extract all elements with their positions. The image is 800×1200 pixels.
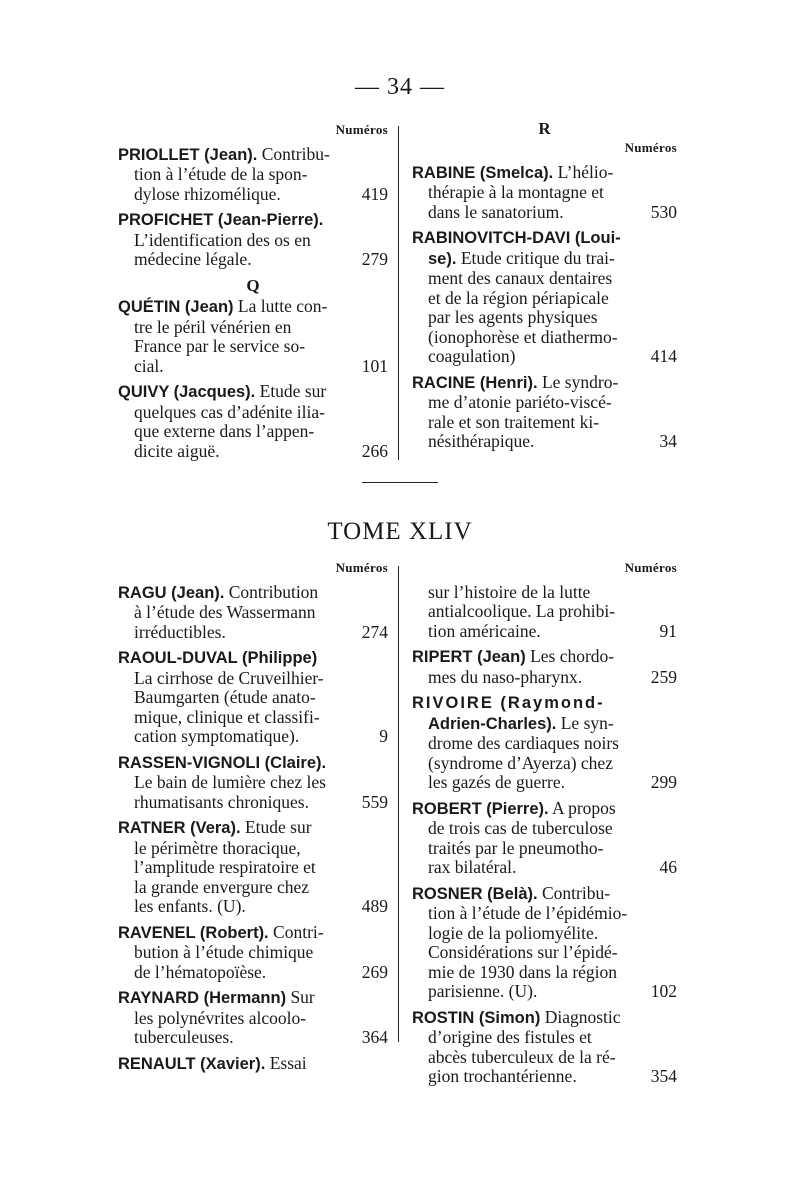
index-entry: RENAULT (Xavier). Essai <box>118 1052 307 1073</box>
entry-number: 274 <box>361 621 388 642</box>
entry-number: 279 <box>361 249 388 269</box>
letter-heading-q: Q <box>246 275 260 295</box>
entry-author: RAOUL-DUVAL (Philippe) <box>118 649 318 667</box>
index-entry: RABINOVITCH-DAVI (Loui- se). Etude critique du trai- ment des canaux dentaires et de la région périapicale par les agents physiques (ionophorèse et diathermo- coagulation) 414 <box>412 229 677 366</box>
entry-number: 559 <box>361 791 388 812</box>
index-entry: PROFICHET (Jean-Pierre). L’identification des os en médecine légale. 279 <box>118 211 388 269</box>
numeros-header: Numéros <box>624 560 677 575</box>
index-entry: RAVENEL (Robert). Contri- bution à l’étude chimique de l’hématopoïèse. 269 <box>118 921 388 982</box>
entry-author: PROFICHET (Jean-Pierre). <box>118 211 324 229</box>
entry-author: RABINOVITCH-DAVI (Loui- <box>412 229 621 247</box>
entry-author: RABINE (Smelca). <box>412 163 554 182</box>
entry-number: 34 <box>659 431 677 451</box>
numeros-header: Numéros <box>335 122 388 137</box>
index-entry: PRIOLLET (Jean). Contribu- tion à l’étude de la spon- dylose rhizomélique. 419 <box>118 143 388 204</box>
index-entry: ROSTIN (Simon) Diagnostic d’origine des fistules et abcès tuberculeux de la ré- gion trochantérienne. 354 <box>412 1006 677 1086</box>
entry-author: ROSTIN (Simon) <box>412 1008 541 1027</box>
entry-author: RAYNARD (Hermann) <box>118 989 287 1007</box>
entry-number: 530 <box>650 201 677 222</box>
index-entry: RAGU (Jean). Contribution à l’étude des Wassermann irréductibles. 274 <box>118 581 388 642</box>
entry-number: 91 <box>659 620 677 641</box>
column-divider-bottom <box>398 566 399 1042</box>
index-entry: QUIVY (Jacques). Etude sur quelques cas d’adénite ilia- que externe dans l’appen- dicite aiguë. 266 <box>118 381 388 461</box>
index-entry: RASSEN-VIGNOLI (Claire). Le bain de lumière chez les rhumatisants chroniques. 559 <box>118 753 388 812</box>
entry-number: 259 <box>650 666 677 687</box>
page-number: — 34 — <box>355 74 445 100</box>
section-rule <box>362 482 438 483</box>
bottom-right-column <box>412 558 677 1093</box>
entry-author: QUÉTIN (Jean) <box>118 298 234 316</box>
entry-number: 9 <box>379 726 388 746</box>
entry-author: PRIOLLET (Jean). <box>118 145 258 164</box>
index-entry: RIVOIRE (Raymond- Adrien-Charles). Le syn- drome des cardiaques noirs (syndrome d’Ayerza) chez les gazés de guerre. 299 <box>412 694 677 792</box>
top-right-column <box>412 120 677 458</box>
entry-number: 269 <box>361 961 388 982</box>
entry-number: 266 <box>361 440 388 461</box>
entry-number: 101 <box>361 355 388 376</box>
index-entry: QUÉTIN (Jean) La lutte con- tre le péril vénérien en France par le service so- cial. 101 <box>118 296 388 376</box>
entry-number: 489 <box>361 896 388 916</box>
entry-number: 46 <box>659 857 677 877</box>
index-entry: ROBERT (Pierre). A propos de trois cas de tuberculose traités par le pneumotho- rax bilatéral. 46 <box>412 797 677 877</box>
entry-number: 419 <box>361 183 388 204</box>
bottom-left-column <box>118 558 388 1080</box>
top-left-column <box>118 120 388 467</box>
index-entry: RAYNARD (Hermann) Sur les polynévrites alcoolo- tuberculeuses. 364 <box>118 987 388 1047</box>
index-entry: RACINE (Henri). Le syndro- me d’atonie pariéto-viscé- rale et son traitement ki- nésithérapique. 34 <box>412 371 677 451</box>
entry-author: RAVENEL (Robert). <box>118 923 269 942</box>
index-entry: RIPERT (Jean) Les chordo- mes du naso-pharynx. 259 <box>412 646 677 687</box>
entry-author: ROSNER (Belà). <box>412 884 538 903</box>
entry-number: 102 <box>650 981 677 1001</box>
entry-author: QUIVY (Jacques). <box>118 383 256 401</box>
entry-author: RIVOIRE (Raymond- <box>412 694 605 712</box>
numeros-header: Numéros <box>624 140 677 155</box>
entry-author: ROBERT (Pierre). <box>412 799 549 818</box>
index-entry: sur l’histoire de la lutte antialcoolique. La prohibi- tion américaine. 91 <box>428 581 677 641</box>
entry-number: 364 <box>361 1027 388 1047</box>
numeros-header: Numéros <box>335 560 388 575</box>
index-entry: RAOUL-DUVAL (Philippe) La cirrhose de Cruveilhier- Baumgarten (étude anato- mique, clinique et classifi- cation symptomatique). 9 <box>118 649 388 746</box>
entry-author: RASSEN-VIGNOLI (Claire). <box>118 753 327 772</box>
entry-number: 354 <box>650 1066 677 1086</box>
entry-author: RENAULT (Xavier). <box>118 1054 266 1073</box>
index-entry: ROSNER (Belà). Contribu- tion à l’étude de l’épidémio- logie de la poliomyélite. Considérations sur l’épidé- mie de 1930 dans la région parisienne. (U). 102 <box>412 882 677 1001</box>
index-entry: RABINE (Smelca). L’hélio- thérapie à la montagne et dans le sanatorium. 530 <box>412 161 677 222</box>
column-divider-top <box>398 126 399 460</box>
tome-title: TOME XLIV <box>327 518 473 545</box>
entry-number: 299 <box>650 772 677 792</box>
letter-heading-r: R <box>538 119 551 138</box>
entry-author: RAGU (Jean). <box>118 583 225 602</box>
entry-number: 414 <box>650 346 677 366</box>
entry-author: RACINE (Henri). <box>412 373 538 392</box>
index-entry: RATNER (Vera). Etude sur le périmètre thoracique, l’amplitude respiratoire et la grande envergure chez les enfants. (U). 489 <box>118 817 388 916</box>
entry-author: RATNER (Vera). <box>118 819 241 837</box>
entry-author: RIPERT (Jean) <box>412 648 526 666</box>
